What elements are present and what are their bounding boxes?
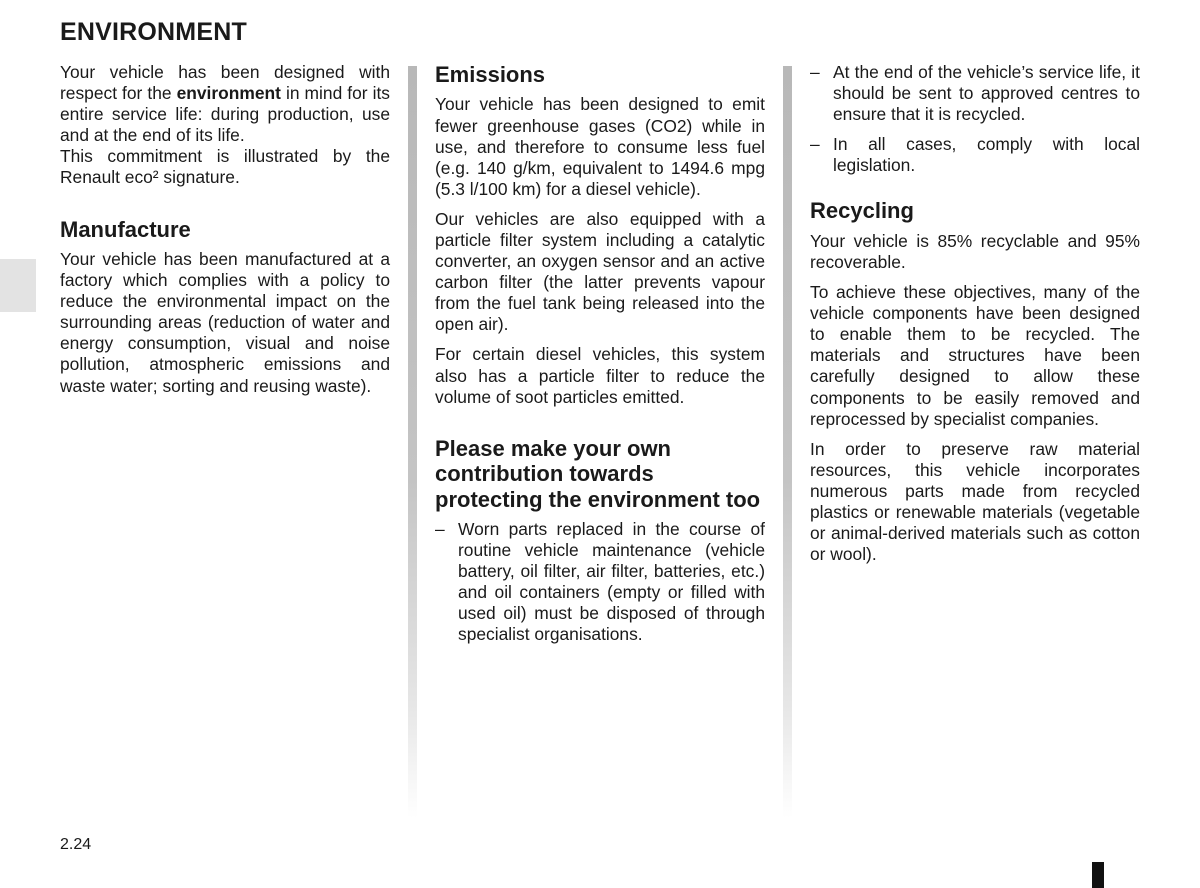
contribution-heading: Please make your own contribution towards protecting the environment too bbox=[435, 435, 761, 512]
intro-text-before: Your vehicle has been designed with respect for the bbox=[60, 62, 390, 104]
manufacture-paragraph: Your vehicle has been manufactured at a factory which complies with a policy to reduce the environmental impact on the surrounding areas (reduction of water and energy consumption, visual and noise pollution, atmospheric emissions and waste water; sorting and reusing waste). bbox=[60, 248, 390, 396]
page-title: ENVIRONMENT bbox=[60, 18, 247, 46]
list-item bbox=[810, 134, 1140, 176]
intro-text-after: in mind for its entire service life: during production, use and at the end of its life. bbox=[60, 83, 390, 146]
dash-bullet: – bbox=[810, 134, 820, 155]
section-side-tab bbox=[0, 259, 36, 312]
recycling-paragraph-2: To achieve these objectives, many of the vehicle components have been designed to enable them to be recycled. The materials and structures have been carefully designed to allow these components to be easily removed and reprocessed by specialist companies. bbox=[810, 282, 1140, 429]
list-item bbox=[435, 519, 765, 646]
column-divider bbox=[408, 66, 417, 818]
list-item-text: Worn parts replaced in the course of routine vehicle maintenance (vehicle battery, oil filter, air filter, batteries, etc.) and oil containers (empty or filled with used oil) must be disposed of through specialist organisations. bbox=[458, 518, 765, 645]
column-divider bbox=[783, 66, 792, 818]
page-number: 2.24 bbox=[60, 836, 92, 853]
recycling-paragraph-3: In order to preserve raw material resources, this vehicle incorporates numerous parts made from recycled plastics or renewable materials (vegetable or animal-derived materials such as cotton or wool). bbox=[810, 438, 1140, 565]
list-item-text: In all cases, comply with local legislation. bbox=[833, 134, 1140, 176]
intro-bold-word: environment bbox=[176, 83, 281, 104]
dash-bullet: – bbox=[435, 518, 445, 539]
intro-paragraph bbox=[60, 62, 390, 146]
emissions-paragraph-1: Your vehicle has been designed to emit fewer greenhouse gases (CO2) while in use, and therefore to consume less fuel (e.g. 140 g/km, equivalent to 1494.6 mpg (5.3 l/100 km) for a diesel vehicle). bbox=[435, 94, 765, 199]
emissions-paragraph-2: Our vehicles are also equipped with a particle filter system including a catalytic converter, an oxygen sensor and an active carbon filter (the latter prevents vapour from the fuel tank being released into the open air). bbox=[435, 208, 765, 335]
column-left bbox=[60, 62, 390, 406]
recycling-heading: Recycling bbox=[810, 198, 914, 224]
dash-bullet: – bbox=[810, 62, 820, 82]
page-corner-mark bbox=[1092, 862, 1104, 888]
manufacture-heading: Manufacture bbox=[60, 216, 191, 242]
column-middle bbox=[435, 62, 765, 655]
list-item bbox=[810, 62, 1140, 125]
end-of-life-list bbox=[810, 62, 1140, 176]
contribution-list bbox=[435, 519, 765, 646]
recycling-paragraph-1: Your vehicle is 85% recyclable and 95% recoverable. bbox=[810, 230, 1140, 272]
emissions-paragraph-3: For certain diesel vehicles, this system also has a particle filter to reduce the volume of soot particles emitted. bbox=[435, 344, 765, 407]
list-item-text: At the end of the vehicle’s service life, it should be sent to approved centres to ensure that it is recycled. bbox=[833, 62, 1140, 125]
emissions-heading: Emissions bbox=[435, 62, 546, 87]
column-right bbox=[810, 62, 1140, 574]
intro-signature-line: This commitment is illustrated by the Renault eco² signature. bbox=[60, 146, 390, 188]
